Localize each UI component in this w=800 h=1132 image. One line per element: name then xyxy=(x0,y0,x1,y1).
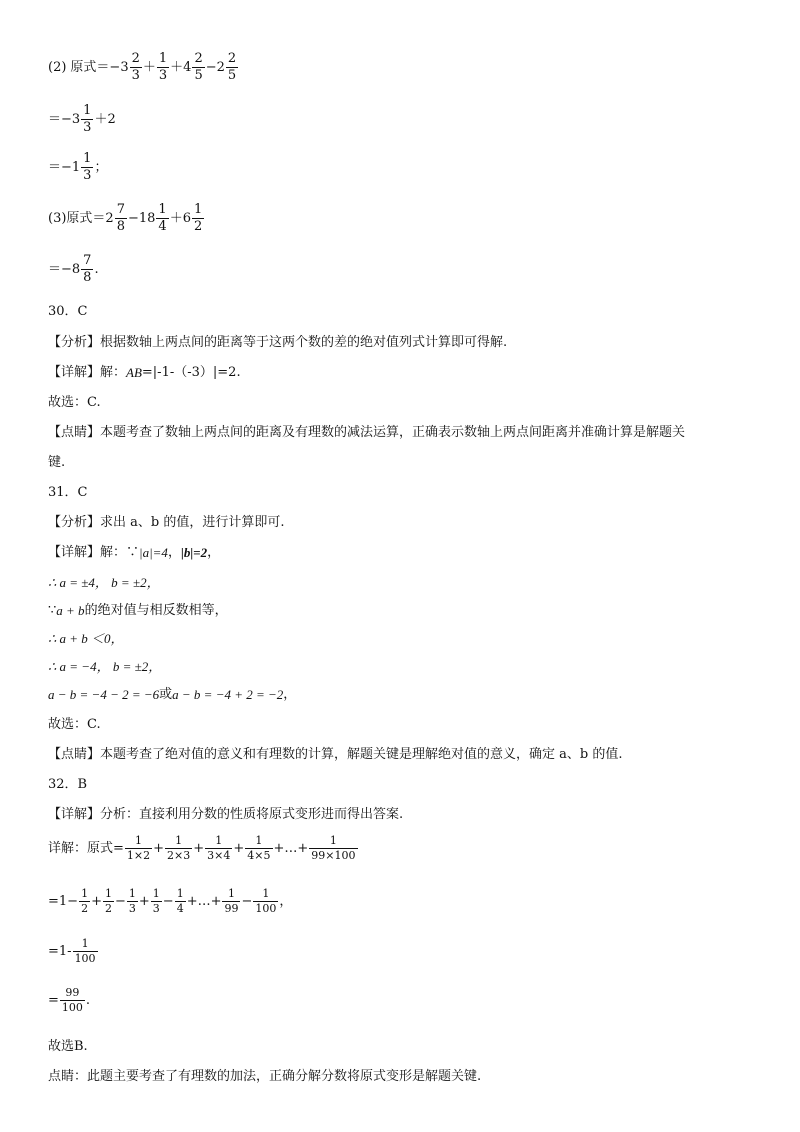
fraction xyxy=(157,52,169,83)
separator: ， xyxy=(279,894,293,909)
fraction xyxy=(309,835,357,862)
or-word: 或 xyxy=(159,687,173,702)
denominator: 5 xyxy=(227,68,237,83)
q32-line-3 xyxy=(48,938,99,965)
numerator: 7 xyxy=(116,202,125,217)
q32-choice: 故选B. xyxy=(48,1039,88,1054)
denominator: 100 xyxy=(255,902,277,915)
fraction xyxy=(103,888,114,915)
q32-comment: 点睛：此题主要考查了有理数的加法，正确分解分数将原式变形是解题关键. xyxy=(48,1069,482,1084)
expr-suffix: ＋2 xyxy=(94,112,116,127)
q31-detail-3 xyxy=(48,604,228,617)
denominator: 2 xyxy=(193,219,203,234)
expr-prefix: ＝−3 xyxy=(48,112,81,127)
numerator: 1 xyxy=(81,937,89,950)
fraction xyxy=(73,938,98,965)
fraction xyxy=(192,52,204,83)
fraction xyxy=(192,203,204,234)
detail-expression: =|-1-（-3）|=2. xyxy=(141,365,241,380)
fraction xyxy=(125,835,152,862)
equation-a: a − b = −4 − 2 = −6 xyxy=(48,687,160,702)
segment-ab: AB xyxy=(126,365,142,380)
operator: ＋4 xyxy=(170,60,192,75)
expr-prefix: =1− xyxy=(48,894,79,909)
q30-comment-2: 键. xyxy=(48,455,66,470)
equation: ∴ a = ±4， b = ±2， xyxy=(48,575,160,590)
fraction xyxy=(226,52,238,83)
expr-prefix: =1- xyxy=(48,944,72,959)
inequality: ∴ a + b ＜0， xyxy=(48,631,124,646)
expr-prefix: ＝−8 xyxy=(48,262,81,277)
equation-b: a − b = −4 + 2 = −2 xyxy=(172,687,284,702)
fraction xyxy=(60,987,85,1014)
abs-b-equation: |b|=2 xyxy=(180,545,208,560)
numerator: 1 xyxy=(135,834,143,847)
denominator: 2×3 xyxy=(167,849,191,862)
numerator: 1 xyxy=(128,887,136,900)
q32-line-1: 详解：原式= $\frac{1}{1\times 2}$ + $\frac{1}{2\times 3}$ + $\frac{1}{3\times 4}$ + $\frac{1}{4\times 5}$ +…+ $\frac{1}{99\times 100}$ xyxy=(48,834,356,862)
statement: 的绝对值与相反数相等， xyxy=(84,603,228,618)
fraction xyxy=(81,152,93,183)
operator: −18 xyxy=(127,211,156,226)
because-symbol: ∵ xyxy=(48,603,57,618)
denominator: 8 xyxy=(116,219,125,234)
denominator: 8 xyxy=(83,270,92,285)
expr-suffix: . xyxy=(94,262,99,277)
q31-detail-1 xyxy=(48,546,220,559)
numerator: 1 xyxy=(227,887,235,900)
q31-detail-6 xyxy=(48,688,296,701)
p2-prefix: 原式＝−3 xyxy=(70,60,129,75)
denominator: 1×2 xyxy=(126,849,151,862)
abs-a-equation: |a|=4 xyxy=(139,545,168,560)
denominator: 99 xyxy=(224,902,239,915)
q31-title: 31．C xyxy=(48,485,88,500)
numerator: 1 xyxy=(83,151,92,166)
q31-detail-4 xyxy=(48,632,124,645)
q32-title: 32．B xyxy=(48,777,88,792)
q31-detail-5 xyxy=(48,660,161,673)
denominator: 3 xyxy=(158,68,168,83)
numerator: 1 xyxy=(158,202,167,217)
denominator: 99×100 xyxy=(311,849,356,862)
fraction xyxy=(81,104,93,135)
detail-prefix: 【详解】解： xyxy=(48,365,127,380)
expression: a + b xyxy=(56,603,85,618)
operator: ＋6 xyxy=(169,211,191,226)
numerator: 99 xyxy=(65,986,80,999)
q30-choice: 故选：C. xyxy=(48,395,101,410)
ellipsis: +…+ xyxy=(186,894,222,909)
separator: ， xyxy=(207,545,221,560)
q31-comment: 【点睛】本题考查了绝对值的意义和有理数的计算，解题关键是理解绝对值的意义，确定 a、b 的值. xyxy=(48,747,623,762)
p2-line-2 xyxy=(48,104,116,135)
q31-analysis: 【分析】求出 a、b 的值，进行计算即可. xyxy=(48,515,285,530)
numerator: 1 xyxy=(176,887,184,900)
operator: ＋ xyxy=(142,60,156,75)
numerator: 2 xyxy=(227,51,237,66)
p2-line-1 xyxy=(48,52,239,83)
denominator: 3×4 xyxy=(207,849,231,862)
denominator: 5 xyxy=(194,68,203,83)
q30-comment-1: 【点睛】本题考查了数轴上两点间的距离及有理数的减法运算，正确表示数轴上两点间距离并准确计算是解题关 xyxy=(48,425,686,440)
fraction xyxy=(79,888,90,915)
ellipsis: +…+ xyxy=(273,841,309,856)
q30-analysis: 【分析】根据数轴上两点间的距离等于这两个数的差的绝对值列式计算即可得解. xyxy=(48,335,508,350)
fraction xyxy=(245,835,272,862)
equation: ∴ a = −4， b = ±2， xyxy=(48,659,162,674)
numerator: 1 xyxy=(175,834,183,847)
denominator: 100 xyxy=(74,952,96,965)
denominator: 4 xyxy=(158,219,167,234)
expr-prefix: 详解：原式= xyxy=(48,841,124,856)
p3-line-2 xyxy=(48,254,99,285)
numerator: 1 xyxy=(104,887,112,900)
numerator: 7 xyxy=(83,253,92,268)
fraction xyxy=(151,888,162,915)
numerator: 1 xyxy=(158,51,168,66)
fraction xyxy=(156,203,168,234)
numerator: 1 xyxy=(193,202,203,217)
denominator: 3 xyxy=(131,68,140,83)
numerator: 1 xyxy=(262,887,270,900)
separator: ， xyxy=(167,545,181,560)
denominator: 100 xyxy=(61,1001,83,1014)
denominator: 2 xyxy=(81,902,89,915)
fraction xyxy=(115,203,127,234)
denominator: 2 xyxy=(104,902,112,915)
q32-detail: 【详解】分析：直接利用分数的性质将原式变形进而得出答案. xyxy=(48,807,404,822)
detail-prefix: 【详解】解：∵ xyxy=(48,545,140,560)
numerator: 1 xyxy=(152,887,160,900)
denominator: 3 xyxy=(128,902,136,915)
fraction xyxy=(165,835,192,862)
numerator: 1 xyxy=(329,834,337,847)
period: . xyxy=(85,993,91,1008)
numerator: 1 xyxy=(83,103,92,118)
q30-detail xyxy=(48,366,241,379)
p2-label: (2) xyxy=(48,60,67,75)
denominator: 4×5 xyxy=(247,849,271,862)
operator: −2 xyxy=(205,60,225,75)
denominator: 4 xyxy=(176,902,184,915)
p2-line-3 xyxy=(48,152,107,183)
p3-line-1 xyxy=(48,203,205,234)
fraction xyxy=(130,52,142,83)
denominator: 3 xyxy=(83,120,92,135)
denominator: 3 xyxy=(152,902,160,915)
numerator: 2 xyxy=(131,51,140,66)
fraction xyxy=(253,888,278,915)
expr-prefix: = xyxy=(48,993,59,1008)
q30-title: 30．C xyxy=(48,304,88,319)
fraction xyxy=(222,888,240,915)
denominator: 3 xyxy=(83,168,92,183)
fraction xyxy=(127,888,138,915)
fraction xyxy=(81,254,93,285)
q31-choice: 故选：C. xyxy=(48,717,101,732)
fraction xyxy=(205,835,232,862)
numerator: 1 xyxy=(255,834,263,847)
q32-line-2: =1− $\frac{1}{2}$ + $\frac{1}{2}$ − $\frac{1}{3}$ + $\frac{1}{3}$ − $\frac{1}{4}$ +…+ $\frac{1}{99}$ − $\frac{1}{100}$ ， xyxy=(48,887,293,915)
q32-line-4 xyxy=(48,987,90,1014)
q31-detail-2 xyxy=(48,576,160,589)
expr-suffix: ； xyxy=(94,160,108,175)
numerator: 1 xyxy=(215,834,223,847)
expr-prefix: ＝−1 xyxy=(48,160,81,175)
p3-prefix: (3)原式＝2 xyxy=(48,211,114,226)
numerator: 2 xyxy=(194,51,203,66)
numerator: 1 xyxy=(81,887,89,900)
fraction xyxy=(175,888,186,915)
separator: ， xyxy=(283,687,297,702)
